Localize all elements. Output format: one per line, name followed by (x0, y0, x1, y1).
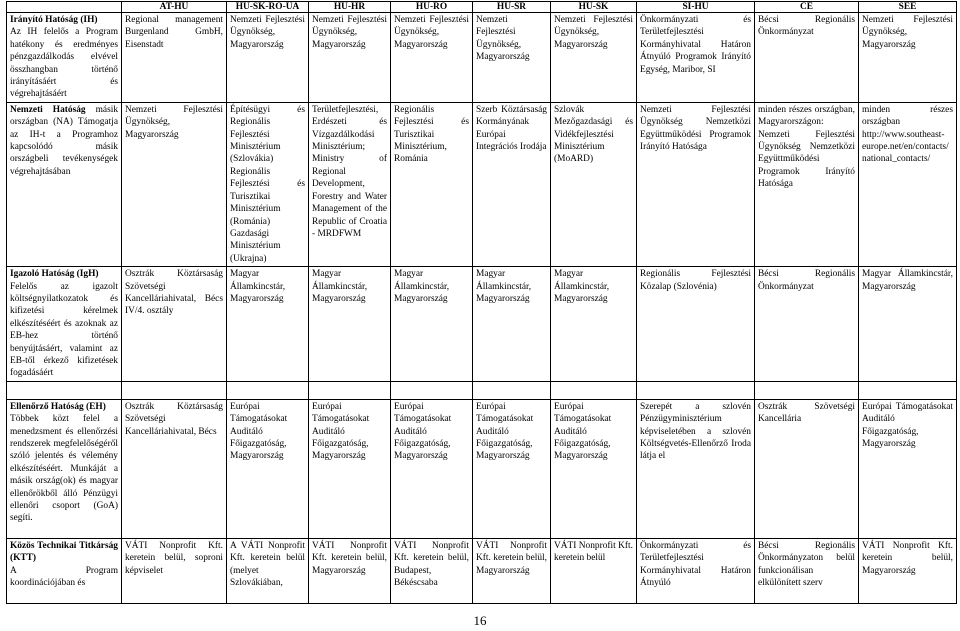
table-cell-hu-sk (551, 399, 637, 538)
row-title: Ellenőrző Hatóság (EH) (10, 401, 106, 412)
cell-text: Nemzeti Fejlesztési Ügynökség, Magyarország (862, 15, 953, 50)
table-cell-hu-sr (473, 267, 551, 382)
table-cell-see (859, 538, 957, 603)
table-cell-at-hu (122, 102, 227, 266)
header-ce: CE (755, 2, 859, 13)
cell-text: Nemzeti Fejlesztési Ügynökség, Magyarország (125, 104, 223, 140)
header-si-hu: SI-HU (637, 2, 755, 13)
gap-cell (637, 381, 755, 399)
cell-text: Nemzeti Fejlesztési Ügynökség, Magyarország (554, 15, 633, 50)
row-title: Közös Technikai Titkárság (KTT) (10, 540, 118, 564)
gap-cell (391, 381, 473, 399)
table-cell-hu-sk (551, 102, 637, 266)
table-cell-at-hu (122, 399, 227, 538)
header-hu-sr: HU-SR (473, 2, 551, 13)
row-header-cell (7, 13, 122, 103)
cell-text: VÁTI Nonprofit Kft. keretein belül, Magyarország (476, 540, 547, 576)
cell-text: VÁTI Nonprofit Kft. keretein belül, soproni képviselet (125, 540, 223, 576)
cell-text: Nemzeti Fejlesztési Ügynökség Nemzetközi Együttműködési Programok Irányító Hatósága (640, 104, 751, 153)
gap-cell (859, 381, 957, 399)
table-cell-at-hu (122, 13, 227, 103)
table-cell-hu-hr (309, 267, 391, 382)
cell-text: Osztrák Köztársaság Szövetségi Kancelláriahivatal, Bécs (125, 401, 223, 437)
cell-text: VÁTI Nonprofit Kft. keretein belül (554, 540, 633, 564)
table-cell-hu-ro (391, 102, 473, 266)
page-break-gap (7, 381, 957, 399)
table-cell-hu-sk-ro-ua (227, 13, 309, 103)
table-cell-see (859, 267, 957, 382)
cell-text: Magyar Államkincstár, Magyarország (230, 269, 286, 304)
cell-text: Nemzeti Fejlesztési Ügynökség, Magyarország (394, 15, 469, 50)
table-cell-see (859, 13, 957, 103)
table-cell-hu-sk-ro-ua (227, 399, 309, 538)
table-cell-hu-sk-ro-ua (227, 267, 309, 382)
cell-text: Szlovák Mezőgazdasági és Vidékfejlesztési Minisztérium (MoARD) (554, 104, 633, 165)
cell-text: VÁTI Nonprofit Kft. keretein belül, Magyarország (862, 540, 953, 576)
row-header-cell (7, 399, 122, 538)
cell-text: Többek közt felel a menedzsment és ellenőrzési rendszerek megfelelőségéről szóló jelentés és vélemény elkészítéséért. Munkáját a másik ország(ok) és magyar ellenőrökből álló Pénzügyi ellenőri csoport (GoA) segíti. (10, 414, 118, 524)
cell-text: Magyar Államkincstár, Magyarország (862, 269, 953, 292)
table-cell-hu-sk (551, 13, 637, 103)
row-header-cell (7, 267, 122, 382)
cell-text: minden részes országban http://www.southeast-europe.net/en/contacts/national_contacts/ (862, 104, 953, 165)
cell-text: Területfejlesztési, Erdészeti és Vízgazdálkodási Minisztérium; Ministry of Regional Development, Forestry and Water Management of the Republic of Croatia - MRDFWM (312, 104, 387, 239)
cell-text: A VÁTI Nonprofit Kft. keretein belül (melyet Szlovákiában, (230, 540, 305, 588)
table-cell-hu-sk (551, 538, 637, 603)
row-title: Igazoló Hatóság (IgH) (10, 269, 99, 280)
cell-text: VÁTI Nonprofit Kft. keretein belül, Budapest, Békéscsaba (394, 540, 469, 588)
gap-cell (551, 381, 637, 399)
table-row-managing-authority (7, 13, 957, 103)
page-number: 16 (473, 613, 487, 628)
header-hu-sk: HU-SK (551, 2, 637, 13)
cell-text: A Program koordinációjában és (10, 565, 118, 588)
cell-text: Európai Támogatásokat Auditáló Főigazgatóság, Magyarország (476, 401, 534, 462)
row-title: Irányító Hatóság (IH) (10, 15, 98, 25)
gap-cell (7, 381, 122, 399)
table-cell-hu-hr (309, 13, 391, 103)
authorities-table (6, 1, 957, 604)
cell-text: másik országban (NA) Támogatja az IH-t a Programhoz kapcsolódó másik országbeli tevékenységek végrehajtásában (10, 104, 119, 177)
row-header-cell (7, 102, 122, 266)
cell-text: Európai Támogatásokat Auditáló Főigazgatóság, Magyarország (862, 401, 953, 449)
table-row-national-authority (7, 102, 957, 266)
cell-text: Regionális Fejlesztési Közalap (Szlovénia) (640, 269, 751, 292)
table-cell-hu-hr (309, 399, 391, 538)
table-cell-see (859, 102, 957, 266)
table-row-audit-authority (7, 399, 957, 538)
cell-text: Bécsi Regionális Önkormányzaton belül funkcionálisan elkülönített szerv (758, 540, 855, 588)
cell-text: Bécsi Regionális Önkormányzat (758, 269, 855, 292)
table-cell-ce (755, 102, 859, 266)
table-cell-si-hu (637, 538, 755, 603)
table-cell-hu-ro (391, 13, 473, 103)
cell-text: Magyar Államkincstár, Magyarország (394, 269, 450, 304)
table-cell-at-hu (122, 538, 227, 603)
table-cell-si-hu (637, 102, 755, 266)
table-row-joint-technical-secretariat (7, 538, 957, 603)
header-hu-ro: HU-RO (391, 2, 473, 13)
header-blank (7, 2, 122, 13)
gap-cell (755, 381, 859, 399)
header-see: SEE (859, 2, 957, 13)
cell-text: Magyar Államkincstár, Magyarország (554, 269, 610, 304)
cell-text: Bécsi Regionális Önkormányzat (758, 15, 855, 38)
gap-cell (309, 381, 391, 399)
cell-text: minden részes országban, Magyarországon: Nemzeti Fejlesztési Ügynökség Nemzetközi Együttműködési Programok Irányító Hatósága (758, 104, 855, 190)
cell-text: Felelős az igazolt költségnyilatkozatok és kifizetési kérelmek elkészítéséért és azoknak az EB-hez történő benyújtásáért, valamint az EB-től érkező kifizetések fogadásáért (10, 281, 118, 379)
cell-text: Nemzeti Fejlesztési Ügynökség, Magyarország (476, 15, 530, 63)
table-cell-hu-ro (391, 399, 473, 538)
table-cell-hu-sk-ro-ua (227, 102, 309, 266)
cell-text: Európai Támogatásokat Auditáló Főigazgatóság, Magyarország (312, 401, 370, 462)
table-cell-hu-sr (473, 399, 551, 538)
cell-text: Nemzeti Fejlesztési Ügynökség, Magyarország (312, 15, 387, 50)
table-cell-si-hu (637, 267, 755, 382)
cell-text: VÁTI Nonprofit Kft. keretein belül, Magyarország (312, 540, 387, 576)
cell-text: Önkormányzati és Területfejlesztési Kormányhivatal Határon Átnyúló Programok Irányító Egység, Maribor, SI (640, 15, 751, 75)
cell-text: Regional management Burgenland GmbH, Eisenstadt (125, 15, 223, 50)
header-hu-hr: HU-HR (309, 2, 391, 13)
table-cell-si-hu (637, 399, 755, 538)
cell-text: Regionális Fejlesztési és Turisztikai Minisztérium, Románia (394, 104, 469, 165)
table-cell-ce (755, 399, 859, 538)
table-cell-hu-ro (391, 538, 473, 603)
cell-text: Építésügyi és Regionális Fejlesztési Minisztérium (Szlovákia) Regionális Fejlesztési és Turisztikai Minisztérium (Románia) Gazdasági Minisztérium (Ukrajna) (230, 104, 305, 264)
cell-text: Európai Támogatásokat Auditáló Főigazgatóság, Magyarország (230, 401, 288, 462)
cell-text: Önkormányzati és Területfejlesztési Kormányhivatal Határon Átnyúló (640, 540, 751, 588)
cell-text: Szerepét a szlovén Pénzügyminisztérium képviseletében a szlovén Költségvetés-Ellenőrző Iroda látja el (640, 401, 751, 462)
row-header-cell (7, 538, 122, 603)
table-cell-hu-sk-ro-ua (227, 538, 309, 603)
table-cell-hu-sr (473, 13, 551, 103)
cell-text: Európai Támogatásokat Auditáló Főigazgatóság, Magyarország (394, 401, 452, 462)
header-at-hu: AT-HU (122, 2, 227, 13)
table-cell-hu-hr (309, 102, 391, 266)
cell-text: Európai Támogatásokat Auditáló Főigazgatóság, Magyarország (554, 401, 612, 462)
table-cell-ce (755, 13, 859, 103)
header-row (7, 2, 957, 13)
cell-text: Nemzeti Fejlesztési Ügynökség, Magyarország (230, 15, 305, 50)
table-cell-hu-sk (551, 267, 637, 382)
table-cell-at-hu (122, 267, 227, 382)
gap-cell (473, 381, 551, 399)
cell-text: Magyar Államkincstár, Magyarország (312, 269, 368, 304)
table-cell-ce (755, 267, 859, 382)
table-cell-hu-hr (309, 538, 391, 603)
table-cell-si-hu (637, 13, 755, 103)
gap-cell (227, 381, 309, 399)
cell-text: Magyar Államkincstár, Magyarország (476, 269, 532, 304)
cell-text: Szerb Köztársaság Kormányának Európai Integrációs Irodája (476, 104, 547, 153)
table-cell-hu-sr (473, 538, 551, 603)
table-cell-ce (755, 538, 859, 603)
table-cell-hu-sr (473, 102, 551, 266)
table-row-certifying-authority (7, 267, 957, 382)
cell-text: Osztrák Szövetségi Kancellária (758, 401, 855, 425)
gap-cell (122, 381, 227, 399)
table-cell-see (859, 399, 957, 538)
table-cell-hu-ro (391, 267, 473, 382)
header-hu-sk-ro-ua: HU-SK-RO-UA (227, 2, 309, 13)
cell-text: Osztrák Köztársaság Szövetségi Kancelláriahivatal, Bécs IV/4. osztály (125, 269, 223, 317)
row-title: Nemzeti Hatóság (10, 104, 86, 115)
cell-text: Az IH felelős a Program hatékony és eredményes pénzgazdálkodás elvével összhangban történő irányításáért és végrehajtásáért (10, 27, 118, 100)
